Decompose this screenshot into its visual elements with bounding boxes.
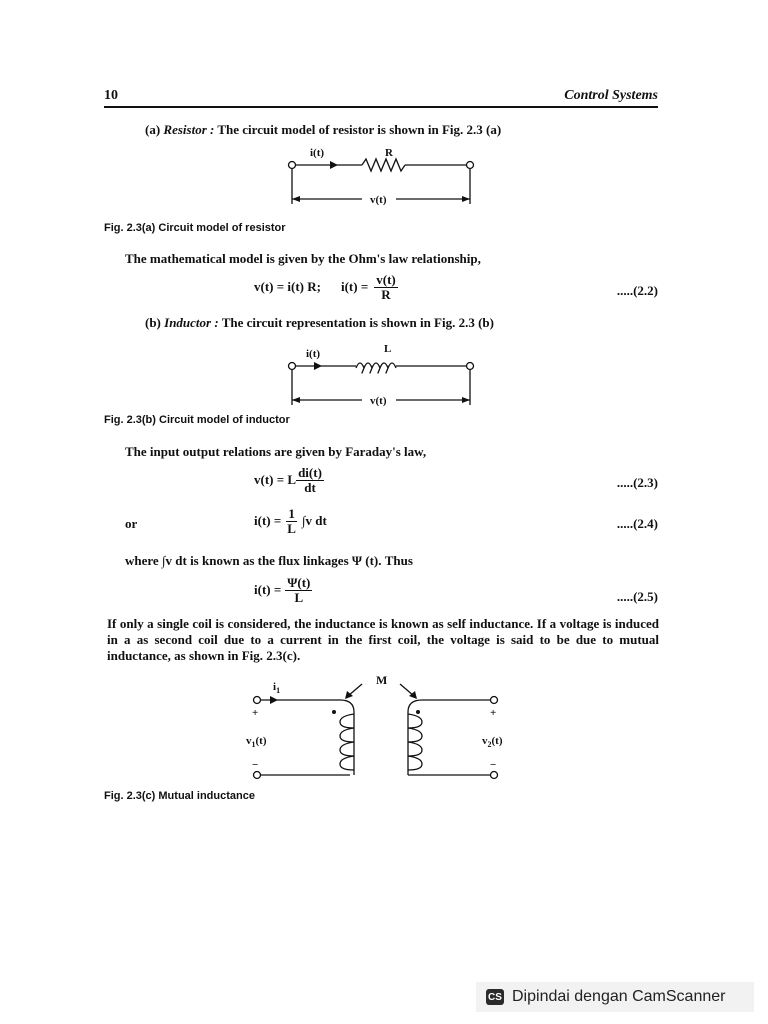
running-head: Control Systems: [564, 88, 658, 103]
eq-2-4-fraction: [285, 507, 298, 535]
mutual-i1-label: [273, 681, 280, 695]
faraday-intro: The input output relations are given by Faraday's law,: [125, 444, 427, 459]
mutual-secondary-terminal-bottom: [491, 772, 498, 779]
inductor-voltage-label: v(t): [370, 395, 387, 407]
mutual-v1-label: [246, 735, 267, 749]
eq-2-5-fraction: [285, 576, 312, 604]
resistor-intro: [145, 122, 501, 138]
mutual-inductance-paragraph: If only a single coil is considered, the inductance is known as self inductance. If a voltage is induced in a as second coil due to a current in the first coil, the voltage is said to be due to mutual inductance, as shown in Fig. 2.3(c).: [107, 616, 659, 663]
equation-2-5: [254, 576, 312, 604]
eq-2-3-numerator: di(t): [298, 465, 322, 480]
eq-2-2-lhs: v(t) = i(t) R;: [254, 279, 321, 295]
fig-2-3b-caption: Fig. 2.3(b) Circuit model of inductor: [104, 414, 290, 426]
resistor-current-arrow: [330, 161, 338, 169]
eq-2-3-denominator: dt: [304, 479, 316, 495]
mutual-v2-tail: (t): [491, 735, 503, 747]
eq-2-2-fraction: [374, 273, 398, 301]
mutual-secondary-dot: [416, 710, 420, 714]
mutual-M-label: M: [376, 673, 388, 687]
inductor-voltage-arrowhead-right: [462, 397, 470, 403]
mutual-primary-terminal-bottom: [254, 772, 261, 779]
eq-2-4-number: .....(2.4): [616, 516, 658, 531]
eq-2-5-denominator: L: [294, 589, 304, 605]
eq-2-2-lhs2: i(t) =: [340, 279, 369, 295]
mutual-secondary-coil: [408, 700, 422, 775]
resistor-text: The circuit model of resistor is shown in Fig. 2.3 (a): [217, 122, 502, 137]
inductor-current-label: i(t): [306, 348, 321, 360]
resistor-circuit-figure: [270, 142, 490, 212]
or-word: or: [125, 516, 138, 531]
resistor-terminal-right: [467, 162, 474, 169]
resistor-voltage-label: v(t): [370, 194, 387, 206]
equation-2-3: [254, 466, 324, 494]
eq-2-4-numerator: 1: [288, 506, 295, 521]
inductor-label: (b): [145, 315, 161, 330]
mutual-inductance-figure: [240, 672, 510, 784]
inductor-terminal-right: [467, 363, 474, 370]
mutual-primary-coil: [340, 700, 354, 775]
eq-2-3-lhs: v(t) = L: [254, 472, 297, 488]
inductor-intro: [145, 315, 494, 331]
mutual-secondary-plus: +: [490, 707, 497, 719]
eq-2-4-lhs: i(t) =: [254, 513, 282, 529]
resistor-label: (a): [145, 122, 161, 137]
mutual-i1-arrow: [270, 696, 278, 704]
camscanner-logo-icon: CS: [486, 989, 504, 1005]
mutual-v1-sub: 1: [251, 740, 256, 749]
eq-2-2-denominator: R: [381, 286, 391, 302]
mutual-primary-minus: −: [252, 759, 259, 771]
resistor-current-label: i(t): [310, 147, 325, 159]
resistor-component-label: R: [385, 147, 393, 159]
inductor-term: Inductor :: [164, 315, 219, 330]
mutual-v1-main: v: [246, 735, 252, 747]
resistor-voltage-arrowhead-right: [462, 196, 470, 202]
mutual-i1-main: i: [273, 681, 277, 693]
eq-2-2-numerator: v(t): [376, 272, 396, 287]
camscanner-badge: [476, 982, 754, 1012]
resistor-zigzag: [362, 159, 405, 171]
flux-linkage-text: where ∫v dt is known as the flux linkages Ψ (t). Thus: [125, 553, 413, 568]
mutual-v2-label: [482, 735, 503, 749]
eq-2-4-denominator: L: [287, 520, 296, 536]
mutual-primary-plus: +: [252, 707, 259, 719]
mutual-secondary-minus: −: [490, 759, 497, 771]
inductor-coil: [356, 363, 396, 373]
eq-2-3-fraction: [296, 466, 324, 494]
inductor-component-label: L: [384, 343, 392, 355]
fig-2-3c-caption: Fig. 2.3(c) Mutual inductance: [104, 790, 255, 802]
equation-2-4: [254, 507, 327, 535]
page-number: 10: [104, 88, 118, 103]
fig-2-3a-caption: Fig. 2.3(a) Circuit model of resistor: [104, 222, 286, 234]
eq-2-2-number: .....(2.2): [616, 283, 658, 298]
inductor-current-arrow: [314, 362, 322, 370]
inductor-terminal-left: [289, 363, 296, 370]
inductor-circuit-figure: [270, 342, 490, 408]
resistor-terminal-left: [289, 162, 296, 169]
mutual-secondary-terminal-top: [491, 697, 498, 704]
mutual-primary-terminal-top: [254, 697, 261, 704]
mutual-v1-tail: (t): [255, 735, 267, 747]
eq-2-5-lhs: i(t) =: [254, 582, 282, 598]
ohm-law-intro: The mathematical model is given by the Ohm's law relationship,: [125, 251, 481, 266]
camscanner-text: Dipindai dengan CamScanner: [512, 988, 726, 1005]
inductor-voltage-arrowhead-left: [292, 397, 300, 403]
inductor-text: The circuit representation is shown in Fig. 2.3 (b): [221, 315, 494, 330]
resistor-voltage-arrowhead-left: [292, 196, 300, 202]
mutual-primary-dot: [332, 710, 336, 714]
eq-2-4-rhs: ∫v dt: [301, 513, 327, 529]
mutual-v2-main: v: [482, 735, 488, 747]
mutual-i1-sub: 1: [276, 686, 281, 695]
eq-2-5-numerator: Ψ(t): [287, 575, 311, 590]
resistor-term: Resistor :: [163, 122, 215, 137]
eq-2-5-number: .....(2.5): [616, 589, 658, 604]
mutual-v2-sub: 2: [487, 740, 492, 749]
header-rule: [104, 106, 658, 108]
eq-2-3-number: .....(2.3): [616, 475, 658, 490]
equation-2-2: [254, 273, 398, 301]
